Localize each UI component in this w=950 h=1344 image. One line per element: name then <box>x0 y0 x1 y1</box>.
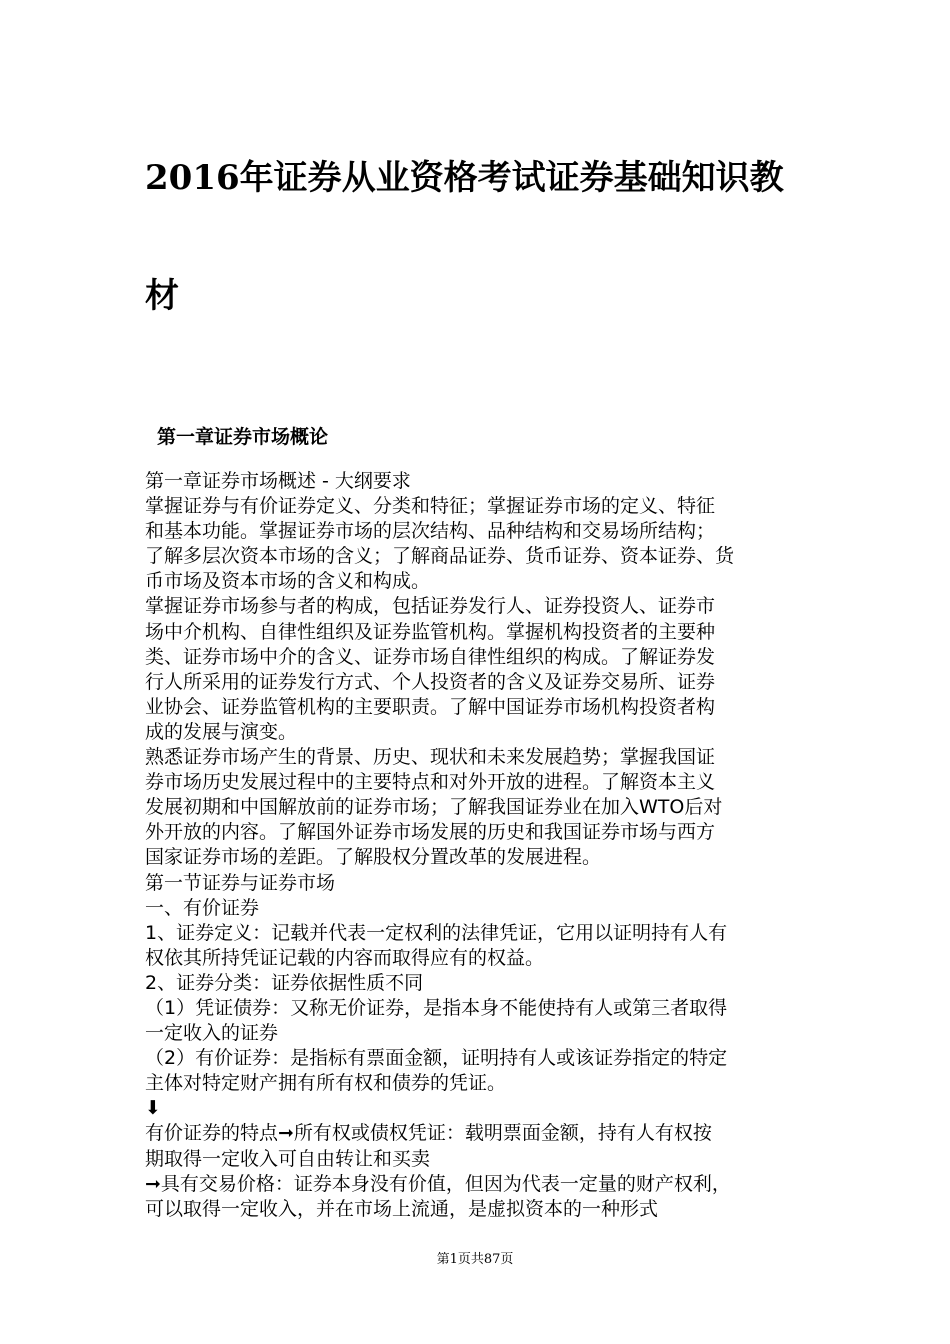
body-line: 发展初期和中国解放前的证券市场；了解我国证券业在加入WTO后对 <box>145 796 723 819</box>
body-line: 熟悉证券市场产生的背景、历史、现状和未来发展趋势；掌握我国证 <box>145 746 716 769</box>
body-line: 和基本功能。掌握证券市场的层次结构、品种结构和交易场所结构； <box>145 520 716 543</box>
body-line: ➞具有交易价格：证券本身没有价值，但因为代表一定量的财产权利， <box>145 1172 731 1195</box>
body-line: 1、证券定义：记载并代表一定权利的法律凭证，它用以证明持有人有 <box>145 921 728 944</box>
body-line: （1）凭证债券：又称无价证券，是指本身不能使持有人或第三者取得 <box>145 996 728 1019</box>
chapter-heading: 第一章证券市场概论 <box>157 426 329 448</box>
body-line: 第一章证券市场概述 - 大纲要求 <box>145 470 411 492</box>
body-line: 权依其所持凭证记载的内容而取得应有的权益。 <box>145 946 545 969</box>
body-line: 场中介机构、自律性组织及证券监管机构。掌握机构投资者的主要种 <box>145 620 716 643</box>
body-line: 掌握证券市场参与者的构成，包括证券发行人、证券投资人、证券市 <box>145 595 716 618</box>
body-line: 2、证券分类：证券依据性质不同 <box>145 971 424 994</box>
body-line: 掌握证券与有价证券定义、分类和特征；掌握证券市场的定义、特征 <box>145 495 716 518</box>
document-title-line-2: 材 <box>145 276 179 316</box>
body-line: 类、证券市场中介的含义、证券市场自律性组织的构成。了解证券发 <box>145 645 716 668</box>
document-title-line-1: 2016年证券从业资格考试证券基础知识教 <box>145 158 784 198</box>
body-line: （2）有价证券：是指标有票面金额，证明持有人或该证券指定的特定 <box>145 1047 728 1070</box>
body-line: 券市场历史发展过程中的主要特点和对外开放的进程。了解资本主义 <box>145 771 716 794</box>
down-arrow-icon: ⬇ <box>145 1097 161 1120</box>
body-line: 主体对特定财产拥有所有权和债券的凭证。 <box>145 1072 507 1095</box>
body-line: 期取得一定收入可自由转让和买卖 <box>145 1147 431 1170</box>
body-line: 成的发展与演变。 <box>145 720 298 743</box>
body-line: 国家证券市场的差距。了解股权分置改革的发展进程。 <box>145 846 602 869</box>
body-line: 可以取得一定收入，并在市场上流通，是虚拟资本的一种形式 <box>145 1197 659 1220</box>
body-line: 了解多层次资本市场的含义；了解商品证券、货币证券、资本证券、货 <box>145 545 735 568</box>
body-line: 外开放的内容。了解国外证券市场发展的历史和我国证券市场与西方 <box>145 821 716 844</box>
body-line: 一定收入的证券 <box>145 1022 279 1045</box>
body-text <box>145 469 835 1222</box>
subsection-heading: 一、有价证券 <box>145 896 260 919</box>
page-footer: 第1页共87页 <box>436 1252 514 1267</box>
body-line: 行人所采用的证券发行方式、个人投资者的含义及证券交易所、证券 <box>145 670 716 693</box>
body-line: 有价证券的特点➞所有权或债权凭证：载明票面金额，持有人有权按 <box>145 1122 712 1145</box>
section-heading: 第一节证券与证券市场 <box>145 871 336 894</box>
body-line: 币市场及资本市场的含义和构成。 <box>145 570 431 593</box>
body-line: 业协会、证券监管机构的主要职责。了解中国证券市场机构投资者构 <box>145 695 716 718</box>
